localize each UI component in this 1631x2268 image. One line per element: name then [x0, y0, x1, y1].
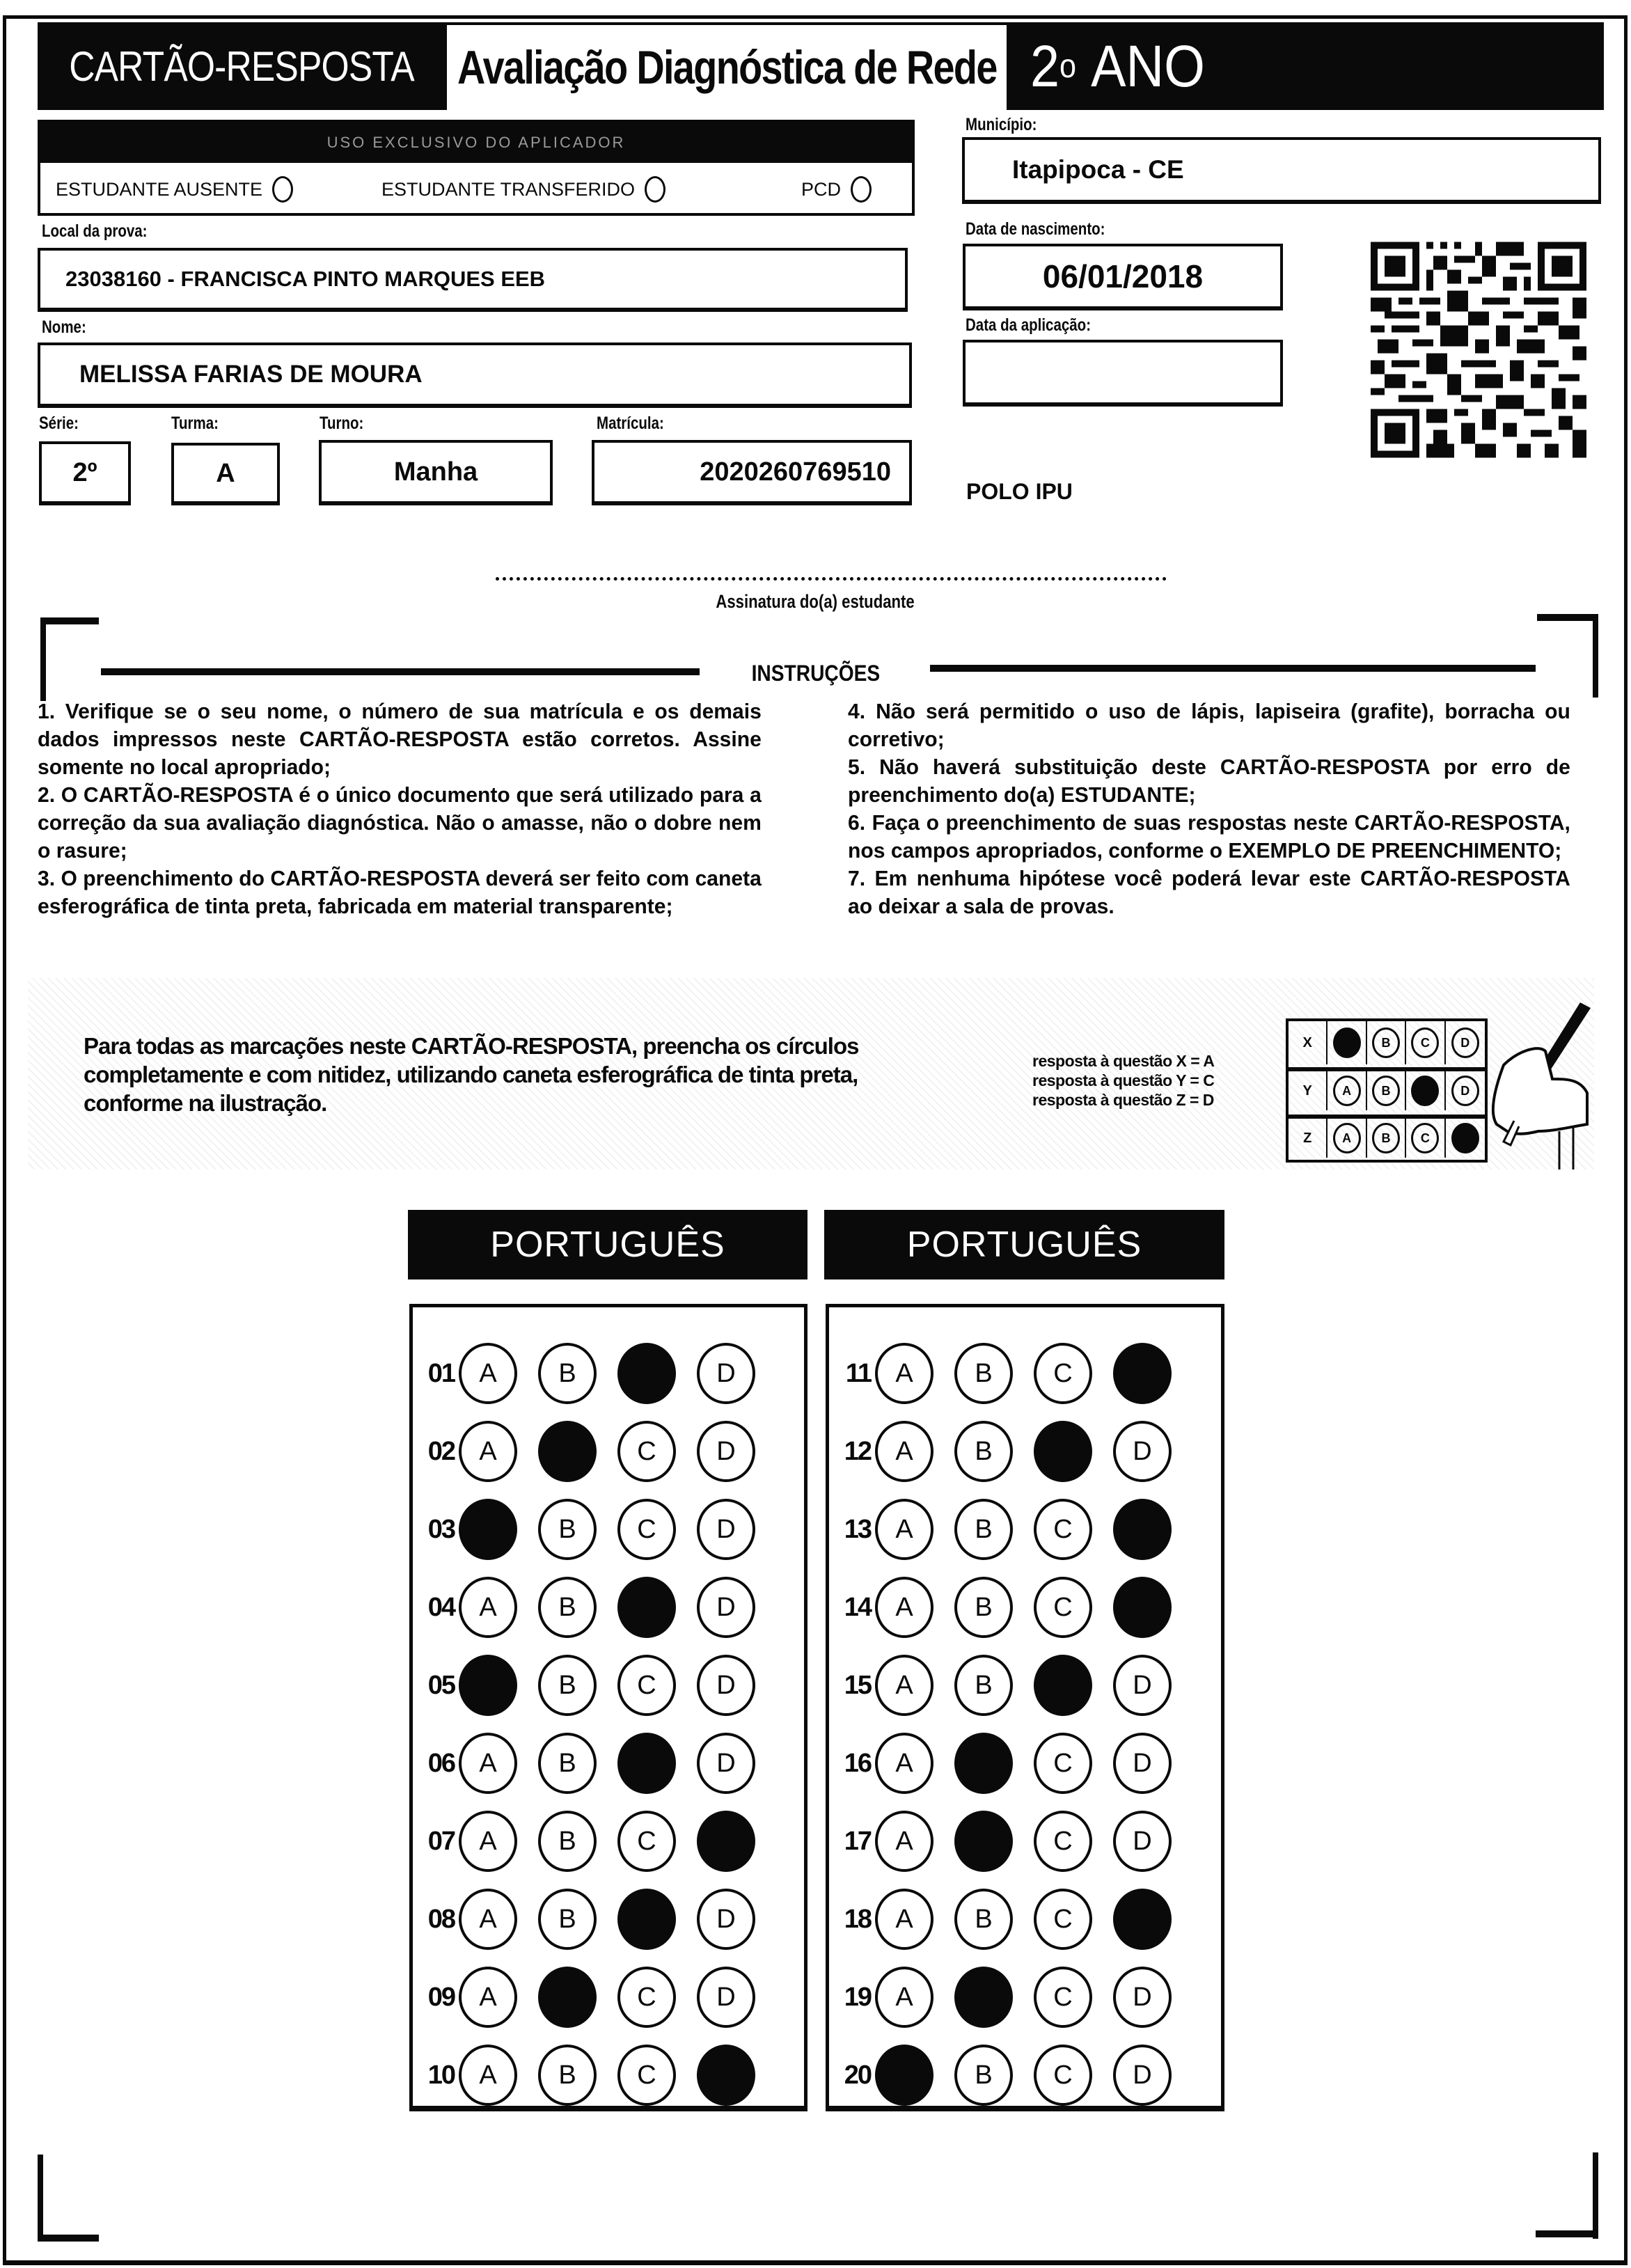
option-pcd-label: PCD — [801, 178, 842, 200]
question-row — [829, 1810, 1192, 1873]
option-absent-label: ESTUDANTE AUSENTE — [56, 178, 263, 200]
instruction-item: 5. Não haverá substituição deste CARTÃO-RESPOSTA por erro de preenchimento do(a) ESTUDANTE; — [848, 755, 1570, 807]
answer-bubble-option-d[interactable]: D — [697, 1499, 755, 1560]
answer-bubble-option-a[interactable]: A — [875, 1577, 933, 1638]
answer-bubble-option-c[interactable]: C — [1034, 2045, 1092, 2106]
example-row-y — [1289, 1067, 1485, 1110]
question-number: 18 — [844, 1904, 871, 1934]
turma-field — [171, 443, 280, 505]
answer-bubble-option-b[interactable]: B — [954, 1499, 1013, 1560]
answer-bubble-filled[interactable] — [1113, 1889, 1172, 1950]
question-number: 01 — [427, 1358, 455, 1388]
local-label: Local da prova: — [42, 221, 148, 241]
question-row — [829, 1966, 1192, 2029]
answer-bubble-option-d[interactable]: D — [1113, 1967, 1172, 2028]
answer-bubble-option-a[interactable]: A — [875, 1733, 933, 1794]
answer-bubble-option-b[interactable]: B — [954, 2045, 1013, 2106]
turno-field — [319, 440, 553, 505]
answer-bubble-option-b[interactable]: B — [954, 1889, 1013, 1950]
answer-bubble-option-a[interactable]: A — [875, 1967, 933, 2028]
answer-bubble-option-d[interactable]: D — [1113, 1421, 1172, 1482]
question-row — [829, 1732, 1192, 1795]
question-number: 05 — [427, 1670, 455, 1700]
answer-bubble-option-d[interactable]: D — [697, 1577, 755, 1638]
question-row — [829, 1342, 1192, 1405]
question-number: 16 — [844, 1748, 871, 1778]
hand-with-pen-icon — [1476, 1002, 1601, 1170]
question-row — [413, 1966, 776, 2029]
legend-line: resposta à questão X = A — [1032, 1052, 1215, 1070]
aplicacao-field[interactable] — [963, 340, 1283, 407]
question-number: 19 — [844, 1982, 871, 2012]
answer-bubble-filled[interactable] — [1113, 1499, 1172, 1560]
example-question-label: Y — [1289, 1071, 1327, 1110]
example-bubble-icon: D — [1451, 1076, 1479, 1106]
answer-bubble-option-d[interactable]: D — [697, 1655, 755, 1716]
answer-bubble-option-a[interactable]: A — [459, 1967, 517, 2028]
example-bubble-icon: B — [1372, 1076, 1400, 1106]
answer-bubble-option-d[interactable]: D — [697, 1343, 755, 1404]
name-label: Nome: — [42, 317, 86, 337]
serie-value: 2º — [72, 457, 97, 487]
answer-bubble-filled[interactable] — [1034, 1421, 1092, 1482]
answer-bubble-filled[interactable] — [538, 1421, 597, 1482]
fill-example-grid — [1286, 1018, 1488, 1163]
applicator-bar: USO EXCLUSIVO DO APLICADOR — [40, 123, 912, 163]
answer-bubble-option-c[interactable]: C — [617, 1421, 676, 1482]
instruction-item: 4. Não será permitido o uso de lápis, lapiseira (grafite), borracha ou corretivo; — [848, 699, 1570, 751]
exam-title-box — [447, 25, 1007, 110]
answer-bubble-option-a[interactable]: A — [875, 1343, 933, 1404]
answer-bubble-option-d[interactable]: D — [1113, 1733, 1172, 1794]
matricula-label: Matrícula: — [597, 414, 664, 433]
answer-bubble-filled[interactable] — [697, 1811, 755, 1872]
example-bubble-filled-icon — [1333, 1027, 1361, 1058]
corner-mark-bottom-left — [38, 2235, 99, 2242]
corner-mark-top-left — [40, 617, 46, 701]
corner-mark-top-left — [40, 617, 99, 624]
instruction-item: 2. O CARTÃO-RESPOSTA é o único documento que será utilizado para a correção da sua avaliação diagnóstica. Não o amasse, não o dobre nem o rasure; — [38, 782, 762, 863]
corner-mark-bottom-left — [38, 2155, 43, 2242]
answer-bubble-filled[interactable] — [954, 1967, 1013, 2028]
question-row — [413, 1732, 776, 1795]
question-row — [413, 1654, 776, 1717]
instruction-item: 6. Faça o preenchimento de suas respostas neste CARTÃO-RESPOSTA, nos campos apropriados, conforme o EXEMPLO DE PREENCHIMENTO; — [848, 810, 1570, 863]
absent-radio-icon[interactable] — [272, 176, 293, 203]
answer-bubble-filled[interactable] — [459, 1655, 517, 1716]
legend-line: resposta à questão Z = D — [1032, 1091, 1214, 1109]
question-number: 10 — [427, 2060, 455, 2090]
qr-code-icon — [1371, 240, 1586, 459]
instructions-title: INSTRUÇÕES — [751, 661, 880, 686]
question-number: 15 — [844, 1670, 871, 1700]
answer-bubble-option-b[interactable]: B — [538, 1499, 597, 1560]
answer-bubble-option-c[interactable]: C — [617, 1967, 676, 2028]
question-row — [829, 1498, 1192, 1561]
example-bubble-icon: A — [1333, 1076, 1361, 1106]
answer-bubble-filled[interactable] — [459, 1499, 517, 1560]
example-question-label: X — [1289, 1021, 1327, 1064]
answer-bubble-option-b[interactable]: B — [954, 1421, 1013, 1482]
answer-bubble-filled[interactable] — [1034, 1655, 1092, 1716]
answer-bubble-filled[interactable] — [954, 1733, 1013, 1794]
answer-bubble-option-d[interactable]: D — [1113, 1811, 1172, 1872]
question-row — [829, 1420, 1192, 1483]
answer-bubble-option-b[interactable]: B — [954, 1655, 1013, 1716]
answer-bubble-option-d[interactable]: D — [697, 1889, 755, 1950]
answer-bubble-option-a[interactable]: A — [459, 1811, 517, 1872]
answer-bubble-option-a[interactable]: A — [875, 1889, 933, 1950]
exam-title: Avaliação Diagnóstica de Rede — [457, 41, 997, 94]
polo-label: POLO IPU — [966, 479, 1073, 504]
answer-bubble-option-d[interactable]: D — [697, 1733, 755, 1794]
question-row — [829, 1888, 1192, 1951]
legend-line: resposta à questão Y = C — [1032, 1071, 1215, 1089]
grade-label: ANO — [1091, 33, 1205, 99]
question-number: 08 — [427, 1904, 455, 1934]
local-field — [38, 248, 908, 312]
question-number: 04 — [427, 1592, 455, 1622]
turma-value: A — [216, 458, 235, 488]
corner-mark-bottom-right — [1593, 2152, 1598, 2239]
instructions-left — [38, 698, 784, 920]
transferred-radio-icon[interactable] — [645, 176, 665, 203]
applicator-box — [38, 120, 915, 216]
question-row — [413, 1342, 776, 1405]
answer-bubble-option-c[interactable]: C — [1034, 1967, 1092, 2028]
answer-bubble-option-a[interactable]: A — [459, 1343, 517, 1404]
answer-bubble-option-c[interactable]: C — [1034, 1811, 1092, 1872]
answer-bubble-option-b[interactable]: B — [538, 1733, 597, 1794]
municipio-label: Município: — [966, 115, 1037, 134]
answer-bubble-filled[interactable] — [538, 1967, 597, 2028]
option-transferred[interactable] — [381, 176, 665, 203]
example-bubble-icon: A — [1333, 1123, 1361, 1153]
example-question-label: Z — [1289, 1119, 1327, 1158]
turno-label: Turno: — [320, 414, 364, 433]
answer-bubble-filled[interactable] — [617, 1733, 676, 1794]
grade-ordinal: o — [1059, 47, 1077, 85]
answer-bubble-option-c[interactable]: C — [1034, 1733, 1092, 1794]
matricula-field — [592, 440, 912, 505]
answer-bubble-option-a[interactable]: A — [875, 1655, 933, 1716]
fill-example-text: Para todas as marcações neste CARTÃO-RESPOSTA, preencha os círculos completamente e com nitidez, utilizando caneta esferográfica de tinta preta, conforme na ilustração. — [84, 1033, 859, 1116]
answer-bubble-option-b[interactable]: B — [538, 1577, 597, 1638]
subject-header-block-2: PORTUGUÊS — [824, 1210, 1224, 1279]
answer-bubble-option-c[interactable]: C — [617, 1499, 676, 1560]
question-number: 12 — [844, 1436, 871, 1466]
answer-bubble-filled[interactable] — [1113, 1577, 1172, 1638]
turno-value: Manha — [393, 457, 478, 487]
answer-bubble-option-d[interactable]: D — [1113, 1655, 1172, 1716]
grade-title — [1030, 22, 1205, 110]
example-bubble-icon: D — [1451, 1027, 1479, 1058]
answer-bubble-option-d[interactable]: D — [697, 1421, 755, 1482]
turma-label: Turma: — [171, 414, 219, 433]
question-number: 11 — [845, 1358, 871, 1388]
answer-bubble-option-c[interactable]: C — [1034, 1343, 1092, 1404]
answer-bubble-option-d[interactable]: D — [1113, 2045, 1172, 2106]
question-row — [413, 1576, 776, 1639]
nascimento-label: Data de nascimento: — [966, 219, 1105, 239]
question-row — [829, 1576, 1192, 1639]
answer-bubble-option-a[interactable]: A — [459, 1889, 517, 1950]
question-number: 06 — [427, 1748, 455, 1778]
answer-bubble-option-b[interactable]: B — [954, 1577, 1013, 1638]
answer-bubble-option-b[interactable]: B — [538, 2045, 597, 2106]
nascimento-field — [963, 244, 1283, 310]
answer-bubble-option-a[interactable]: A — [459, 1421, 517, 1482]
question-number: 07 — [427, 1826, 455, 1856]
question-number: 17 — [844, 1826, 871, 1856]
answer-bubble-option-a[interactable]: A — [875, 1421, 933, 1482]
answer-bubble-filled[interactable] — [1113, 1343, 1172, 1404]
example-bubble-icon: C — [1411, 1027, 1439, 1058]
question-row — [413, 1888, 776, 1951]
answer-block-1 — [409, 1304, 807, 2111]
example-row-z — [1289, 1115, 1485, 1158]
answer-bubble-option-b[interactable]: B — [538, 1811, 597, 1872]
matricula-value: 2020260769510 — [700, 457, 891, 487]
example-bubble-icon: B — [1372, 1027, 1400, 1058]
answer-bubble-option-c[interactable]: C — [1034, 1499, 1092, 1560]
answer-bubble-filled[interactable] — [617, 1577, 676, 1638]
answer-bubble-option-c[interactable]: C — [617, 1811, 676, 1872]
serie-label: Série: — [39, 414, 79, 433]
instruction-item: 3. O preenchimento do CARTÃO-RESPOSTA deverá ser feito com caneta esferográfica de tinta preta, fabricada em material transparente; — [38, 866, 762, 918]
answer-bubble-option-b[interactable]: B — [538, 1655, 597, 1716]
instruction-item: 7. Em nenhuma hipótese você poderá levar este CARTÃO-RESPOSTA ao deixar a sala de provas. — [848, 866, 1570, 918]
corner-mark-bottom-right — [1536, 2230, 1598, 2237]
answer-bubble-filled[interactable] — [875, 2045, 933, 2106]
grade-number: 2 — [1030, 33, 1060, 99]
name-value: MELISSA FARIAS DE MOURA — [79, 361, 423, 388]
instructions-title-row — [0, 661, 1631, 686]
answer-bubble-filled[interactable] — [954, 1811, 1013, 1872]
option-absent[interactable] — [56, 176, 293, 203]
municipio-field — [962, 137, 1601, 204]
pcd-radio-icon[interactable] — [851, 176, 872, 203]
answer-bubble-option-a[interactable]: A — [459, 2045, 517, 2106]
fill-example-legend — [1032, 1051, 1214, 1110]
answer-bubble-option-a[interactable]: A — [875, 1499, 933, 1560]
answer-bubble-filled[interactable] — [697, 2045, 755, 2106]
example-bubble-icon: C — [1411, 1123, 1439, 1153]
question-number: 14 — [844, 1592, 871, 1622]
example-bubble-icon: B — [1372, 1123, 1400, 1153]
local-value: 23038160 - FRANCISCA PINTO MARQUES EEB — [65, 267, 546, 291]
example-row-x — [1289, 1021, 1485, 1064]
answer-bubble-option-d[interactable]: D — [697, 1967, 755, 2028]
aplicacao-label: Data da aplicação: — [966, 315, 1092, 335]
answer-bubble-filled[interactable] — [617, 1889, 676, 1950]
answer-bubble-option-c[interactable]: C — [1034, 1577, 1092, 1638]
question-row — [413, 1498, 776, 1561]
corner-mark-top-right — [1537, 614, 1598, 621]
question-row — [413, 1810, 776, 1873]
answer-bubble-option-c[interactable]: C — [617, 1655, 676, 1716]
answer-bubble-option-a[interactable]: A — [459, 1733, 517, 1794]
answer-bubble-option-c[interactable]: C — [617, 2045, 676, 2106]
instructions-right — [848, 698, 1593, 920]
signature-line[interactable] — [496, 577, 1167, 581]
answer-bubble-option-a[interactable]: A — [875, 1811, 933, 1872]
question-row — [829, 2044, 1192, 2106]
example-bubble-filled-icon — [1411, 1076, 1439, 1106]
municipio-value: Itapipoca - CE — [1012, 155, 1184, 184]
card-title: CARTÃO-RESPOSTA — [69, 42, 414, 90]
option-pcd[interactable] — [801, 176, 872, 203]
question-number: 03 — [427, 1514, 455, 1544]
question-row — [413, 1420, 776, 1483]
name-field — [38, 342, 912, 408]
answer-bubble-filled[interactable] — [617, 1343, 676, 1404]
question-number: 09 — [427, 1982, 455, 2012]
answer-bubble-option-c[interactable]: C — [1034, 1889, 1092, 1950]
signature-label: Assinatura do(a) estudante — [716, 591, 915, 612]
answer-bubble-option-b[interactable]: B — [538, 1343, 597, 1404]
question-number: 02 — [427, 1436, 455, 1466]
question-row — [829, 1654, 1192, 1717]
instruction-item: 1. Verifique se o seu nome, o número de sua matrícula e os demais dados impressos neste CARTÃO-RESPOSTA estão corretos. Assine somente no local apropriado; — [38, 699, 762, 779]
answer-bubble-option-a[interactable]: A — [459, 1577, 517, 1638]
question-row — [413, 2044, 776, 2106]
nascimento-value: 06/01/2018 — [1042, 258, 1204, 294]
subject-header-block-1: PORTUGUÊS — [408, 1210, 807, 1279]
answer-bubble-option-b[interactable]: B — [954, 1343, 1013, 1404]
applicator-options — [40, 163, 912, 216]
answer-bubble-option-b[interactable]: B — [538, 1889, 597, 1950]
answer-block-2 — [826, 1304, 1224, 2111]
serie-field — [39, 441, 131, 505]
question-number: 20 — [844, 2060, 871, 2090]
option-transferred-label: ESTUDANTE TRANSFERIDO — [381, 178, 636, 200]
question-number: 13 — [844, 1514, 871, 1544]
example-bubble-filled-icon — [1451, 1123, 1479, 1153]
signature-label-row — [0, 591, 1631, 613]
